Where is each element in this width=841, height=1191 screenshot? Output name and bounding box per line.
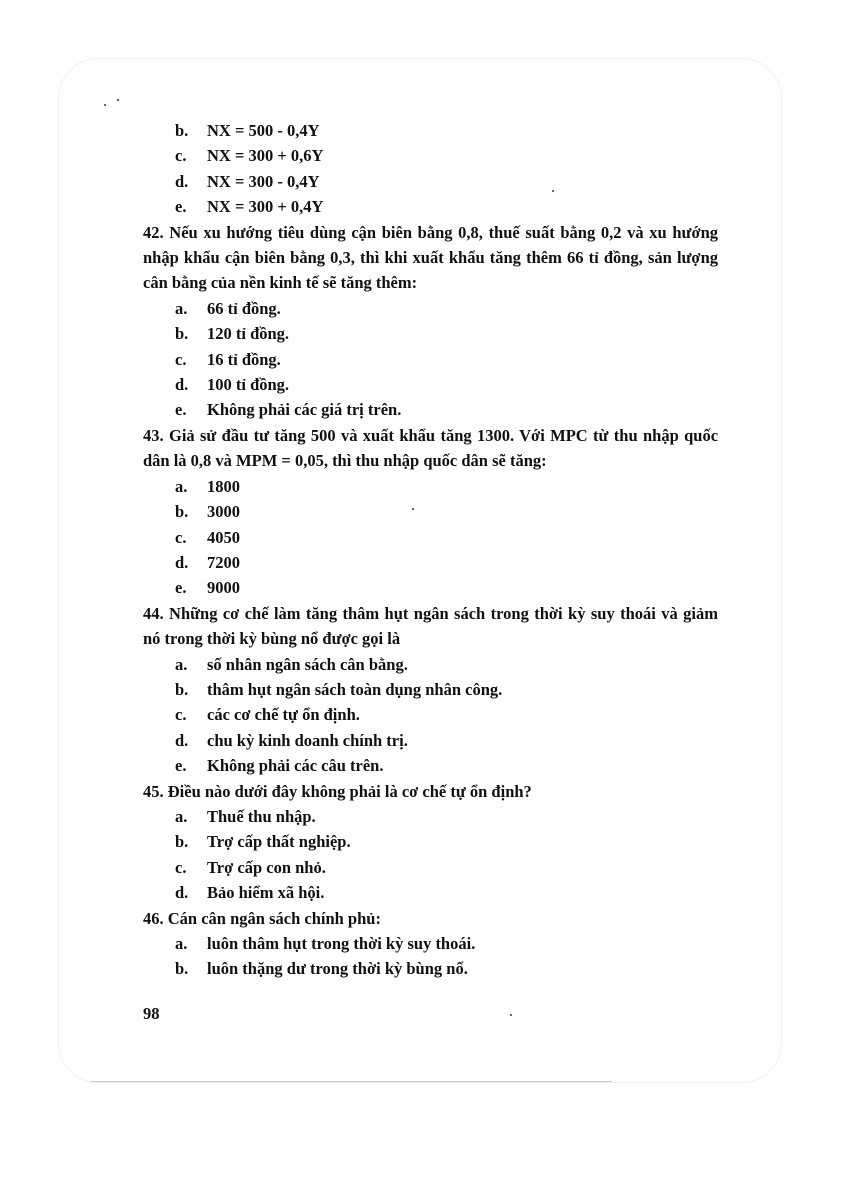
- answer-option: [143, 677, 718, 702]
- answer-option: [143, 575, 718, 600]
- answer-option: [143, 321, 718, 346]
- scan-speck: [104, 104, 106, 106]
- option-text: 100 tỉ đồng.: [207, 375, 290, 395]
- question-number: 42.: [143, 222, 164, 242]
- answer-option: [143, 829, 718, 854]
- answer-option: [143, 143, 718, 168]
- option-letter: e.: [175, 578, 187, 598]
- question: [143, 779, 718, 804]
- answer-option: [143, 880, 718, 905]
- answer-option: [143, 550, 718, 575]
- page-bottom-rule: [90, 1081, 612, 1082]
- option-letter: a.: [175, 298, 188, 318]
- option-text: 120 tỉ đồng.: [207, 324, 290, 344]
- option-text: luôn thâm hụt trong thời kỳ suy thoái.: [207, 934, 476, 953]
- answer-option: [143, 499, 718, 524]
- option-text: 3000: [207, 502, 240, 522]
- option-letter: e.: [175, 756, 187, 776]
- option-text: 66 tỉ đồng.: [207, 298, 281, 318]
- option-letter: a.: [175, 806, 188, 826]
- option-letter: b.: [175, 959, 189, 979]
- question-text: Những cơ chế làm tăng thâm hụt ngân sách trong thời kỳ suy thoái và giảm nó trong thời kỳ bùng nổ được gọi là: [143, 603, 718, 649]
- option-text: thâm hụt ngân sách toàn dụng nhân công.: [207, 679, 503, 699]
- option-text: Không phải các câu trên.: [207, 756, 384, 776]
- option-letter: a.: [175, 476, 188, 496]
- question-number: 44.: [143, 603, 164, 623]
- option-letter: d.: [175, 552, 189, 572]
- answer-option: [143, 702, 718, 727]
- answer-option: [143, 474, 718, 499]
- option-text: Bảo hiểm xã hội.: [207, 883, 325, 903]
- option-letter: c.: [175, 146, 187, 166]
- option-text: Trợ cấp con nhỏ.: [207, 857, 326, 877]
- option-letter: b.: [175, 679, 189, 699]
- option-text: NX = 500 - 0,4Y: [207, 121, 320, 140]
- option-letter: a.: [175, 934, 188, 953]
- question: [143, 423, 718, 474]
- answer-option: [143, 652, 718, 677]
- scan-speck: [117, 99, 119, 101]
- option-letter: e.: [175, 400, 187, 420]
- page-number: 98: [143, 1004, 160, 1023]
- question-text: Điều nào dưới đây không phải là cơ chế tự ổn định?: [167, 781, 532, 801]
- option-text: 7200: [207, 552, 240, 572]
- question: [143, 220, 718, 296]
- option-text: 4050: [207, 527, 240, 547]
- question-number: 45.: [143, 781, 164, 801]
- question-text: Giả sử đầu tư tăng 500 và xuất khẩu tăng 1300. Với MPC từ thu nhập quốc dân là 0,8 và MPM = 0,05, thì thu nhập quốc dân sẽ tăng:: [143, 425, 719, 471]
- option-text: NX = 300 + 0,6Y: [207, 146, 324, 166]
- question-text: Nếu xu hướng tiêu dùng cận biên bằng 0,8, thuế suất bằng 0,2 và xu hướng nhập khẩu cận biên bằng 0,3, thì khi xuất khẩu tăng thêm 66 tỉ đồng, sản lượng cân bằng của nền kinh tế sẽ tăng thêm:: [143, 222, 719, 293]
- answer-option: [143, 372, 718, 397]
- answer-option: [143, 194, 718, 219]
- question-number: 43.: [143, 425, 164, 445]
- option-letter: a.: [175, 654, 188, 674]
- option-letter: c.: [175, 857, 187, 877]
- option-letter: d.: [175, 375, 189, 395]
- option-text: Không phải các giá trị trên.: [207, 400, 402, 420]
- option-text: chu kỳ kinh doanh chính trị.: [207, 730, 408, 750]
- option-text: NX = 300 - 0,4Y: [207, 171, 320, 191]
- answer-option: [143, 931, 718, 956]
- option-letter: c.: [175, 705, 187, 725]
- option-letter: c.: [175, 349, 187, 369]
- option-text: 16 tỉ đồng.: [207, 349, 281, 369]
- answer-option: [143, 347, 718, 372]
- answer-option: [143, 525, 718, 550]
- question: [143, 601, 718, 652]
- option-text: luôn thặng dư trong thời kỳ bùng nổ.: [207, 959, 468, 979]
- option-letter: b.: [175, 502, 189, 522]
- answer-option: [143, 753, 718, 778]
- answer-option: [143, 855, 718, 880]
- option-text: 9000: [207, 578, 240, 598]
- option-text: Trợ cấp thất nghiệp.: [207, 832, 351, 852]
- document-body: [143, 118, 718, 982]
- option-letter: d.: [175, 171, 189, 191]
- answer-option: [143, 397, 718, 422]
- option-letter: b.: [175, 832, 189, 852]
- answer-option: [143, 728, 718, 753]
- option-text: số nhân ngân sách cân bằng.: [207, 654, 408, 674]
- scan-speck: [510, 1014, 512, 1016]
- option-letter: d.: [175, 730, 189, 750]
- option-text: Thuế thu nhập.: [207, 806, 316, 826]
- option-letter: b.: [175, 324, 189, 344]
- answer-option: [143, 296, 718, 321]
- option-text: NX = 300 + 0,4Y: [207, 197, 324, 217]
- answer-option: [143, 169, 718, 194]
- option-text: các cơ chế tự ổn định.: [207, 705, 360, 725]
- question-text: Cán cân ngân sách chính phủ:: [167, 908, 381, 928]
- option-letter: b.: [175, 121, 189, 140]
- option-letter: d.: [175, 883, 189, 903]
- question-number: 46.: [143, 908, 164, 928]
- option-letter: e.: [175, 197, 187, 217]
- option-letter: c.: [175, 527, 187, 547]
- answer-option: [143, 804, 718, 829]
- option-text: 1800: [207, 476, 240, 496]
- answer-option: [143, 118, 718, 143]
- question: [143, 906, 718, 931]
- answer-option: [143, 956, 718, 981]
